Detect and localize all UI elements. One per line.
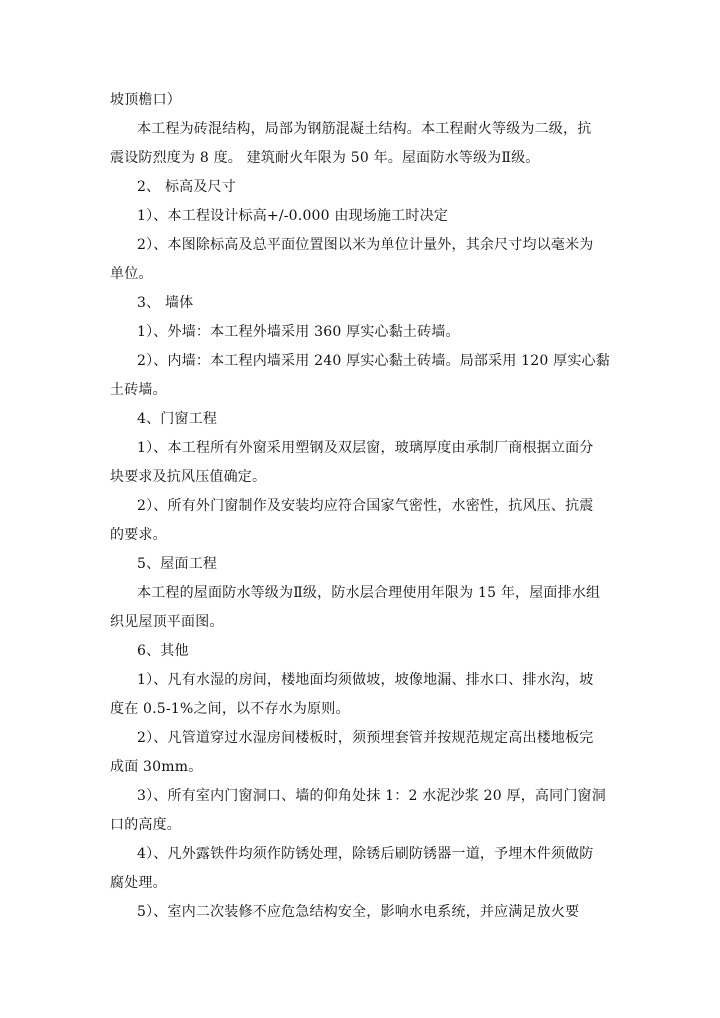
text-line: 织见屋顶平面图。 <box>110 614 224 630</box>
section-heading: 2、 标高及尺寸 <box>137 179 236 195</box>
text-line: 3）、所有室内门窗洞口、墙的仰角处抹 1：2 水泥沙浆 20 厚，高同门窗洞 <box>137 788 606 804</box>
text-line: 5）、室内二次装修不应危急结构安全，影响水电系统，并应满足放火要 <box>137 904 580 920</box>
section-heading: 4、门窗工程 <box>137 411 218 427</box>
text-line: 2）、凡管道穿过水湿房间楼板时，须预埋套管并按规范规定高出楼地板完 <box>137 730 594 746</box>
text-line: 腐处理。 <box>110 875 167 891</box>
text-line: 度在 0.5-1%之间，以不存水为原则。 <box>110 701 350 717</box>
section-heading: 5、屋面工程 <box>137 556 218 572</box>
text-line: 4）、凡外露铁件均须作防锈处理，除锈后刷防锈器一道，予埋木件须做防 <box>137 846 594 862</box>
text-line: 2）、内墙：本工程内墙采用 240 厚实心黏土砖墙。局部采用 120 厚实心黏 <box>137 353 610 369</box>
text-line: 的要求。 <box>110 527 167 543</box>
document-body <box>110 86 610 927</box>
text-line: 1）、本工程设计标高+/-0.000 由现场施工时决定 <box>137 208 449 224</box>
section-heading: 3、 墙体 <box>137 295 194 311</box>
text-line: 单位。 <box>110 266 153 282</box>
text-line: 口的高度。 <box>110 817 181 833</box>
text-line: 本工程为砖混结构，局部为钢筋混凝土结构。本工程耐火等级为二级，抗 <box>137 121 592 137</box>
text-line: 成面 30mm。 <box>110 759 203 775</box>
text-line: 坡顶檐口） <box>110 92 181 108</box>
text-line: 2）、所有外门窗制作及安装均应符合国家气密性，水密性，抗风压、抗震 <box>137 498 594 514</box>
text-line: 2）、本图除标高及总平面位置图以米为单位计量外，其余尺寸均以毫米为 <box>137 237 594 253</box>
text-line: 土砖墙。 <box>110 382 167 398</box>
text-line: 1）、凡有水湿的房间，楼地面均须做坡，坡像地漏、排水口、排水沟，坡 <box>137 672 594 688</box>
text-line: 1）、本工程所有外窗采用塑钢及双层窗，玻璃厚度由承制厂商根据立面分 <box>137 440 594 456</box>
text-line: 本工程的屋面防水等级为Ⅱ级，防水层合理使用年限为 15 年，屋面排水组 <box>137 585 601 601</box>
text-line: 块要求及抗风压值确定。 <box>110 469 267 485</box>
section-heading: 6、其他 <box>137 643 189 659</box>
text-line: 1）、外墙：本工程外墙采用 360 厚实心黏土砖墙。 <box>137 324 460 340</box>
text-line: 震设防烈度为 8 度。 建筑耐火年限为 50 年。屋面防水等级为Ⅱ级。 <box>110 150 540 166</box>
